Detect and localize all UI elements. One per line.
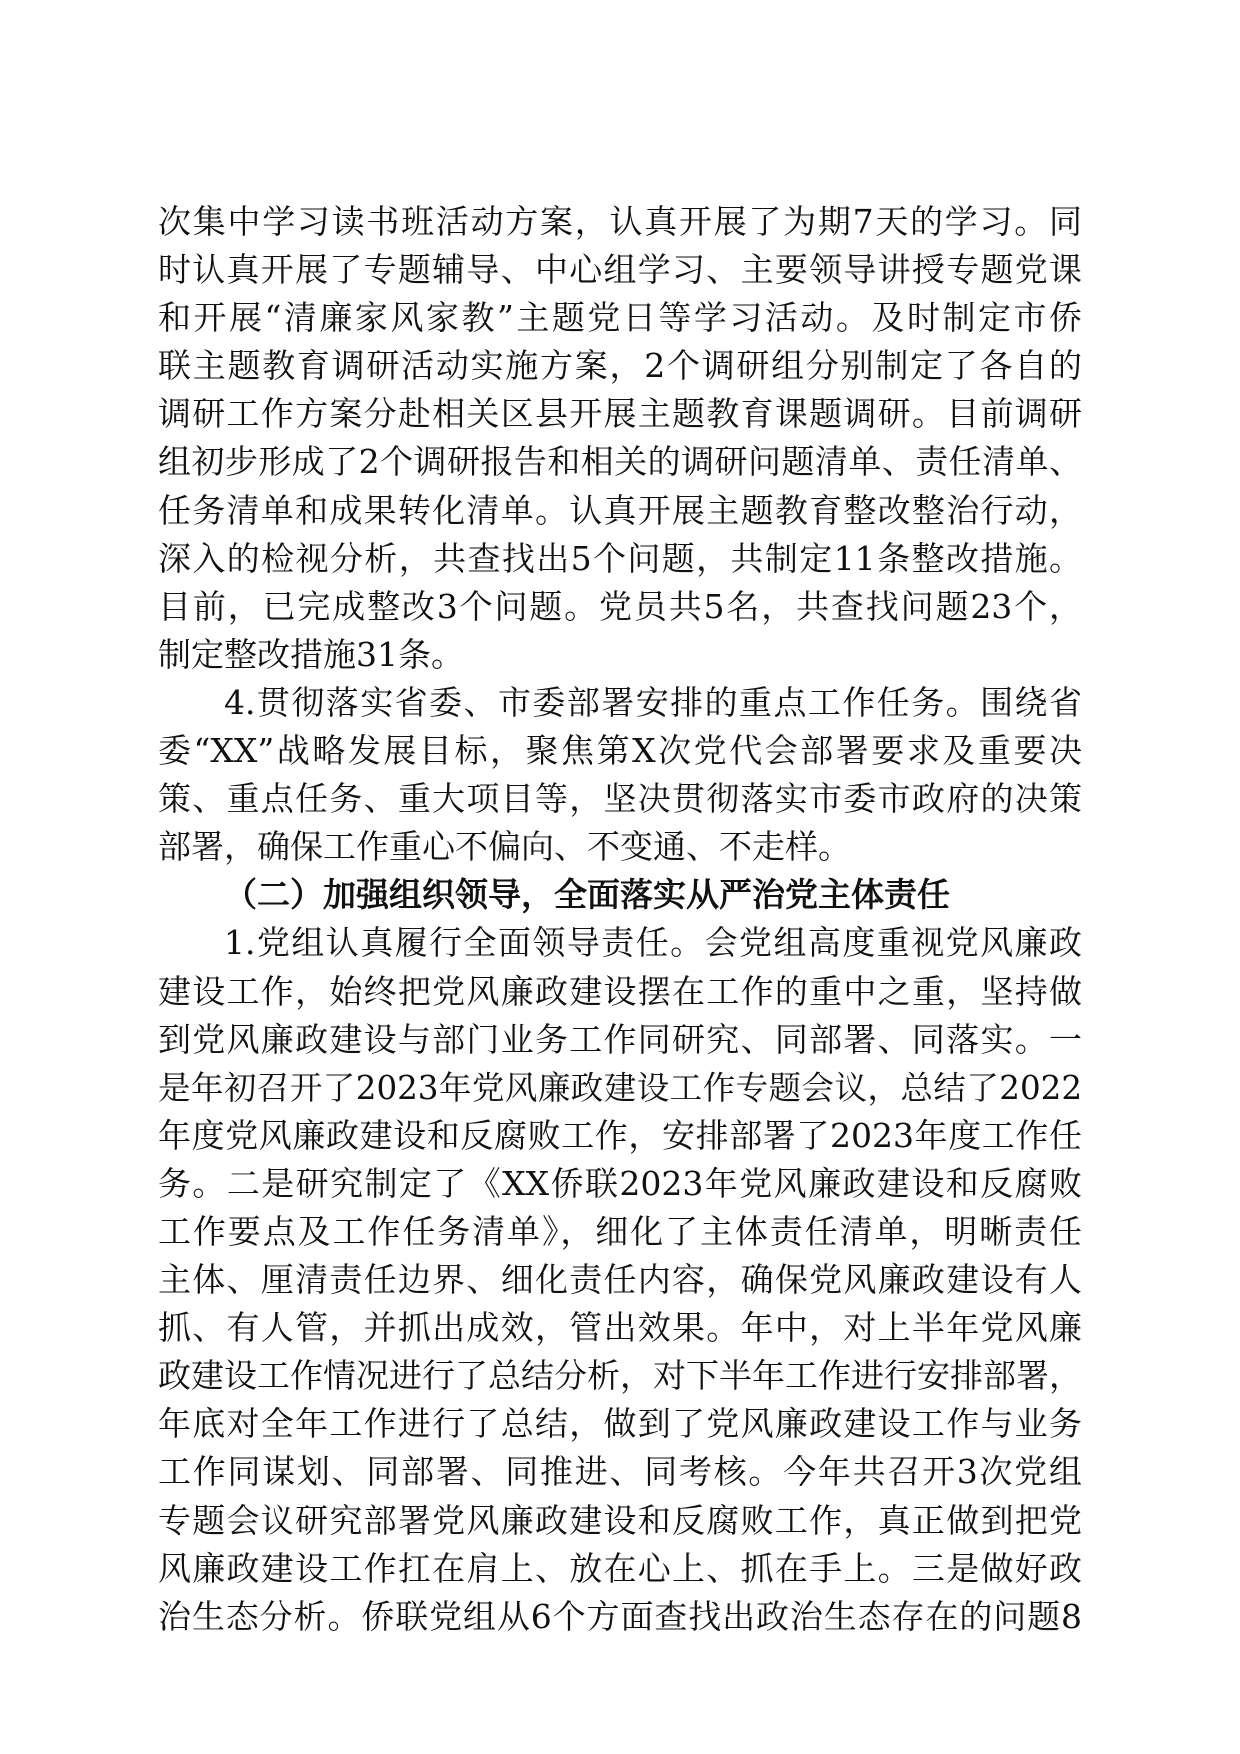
text-line: 务。二是研究制定了《XX侨联2023年党风廉政建设和反腐败 (158, 1163, 1082, 1203)
section-heading-text: （二）加强组织领导，全面落实从严治党主体责任 (224, 875, 950, 915)
text-line: 组初步形成了2个调研报告和相关的调研问题清单、责任清单、 (158, 442, 1082, 482)
text-line: 1.党组认真履行全面领导责任。会党组高度重视党风廉政 (224, 923, 1082, 963)
text-line: 年度党风廉政建设和反腐败工作，安排部署了2023年度工作任 (158, 1115, 1082, 1155)
section-heading (158, 871, 1082, 919)
text-line: 次集中学习读书班活动方案，认真开展了为期7天的学习。同 (158, 202, 1082, 241)
text-line: 委“XX”战略发展目标，聚焦第X次党代会部署要求及重要决 (158, 731, 1082, 771)
text-line: 4.贯彻落实省委、市委部署安排的重点工作任务。围绕省 (224, 682, 1082, 722)
text-line: 抓、有人管，并抓出成效，管出效果。年中，对上半年党风廉 (158, 1308, 1082, 1348)
text-line: 年底对全年工作进行了总结，做到了党风廉政建设工作与业务 (158, 1404, 1082, 1444)
text-line: 联主题教育调研活动实施方案，2个调研组分别制定了各自的 (158, 346, 1082, 386)
text-line: 到党风廉政建设与部门业务工作同研究、同部署、同落实。一 (158, 1019, 1082, 1059)
text-line: 和开展“清廉家风家教”主题党日等学习活动。及时制定市侨 (158, 298, 1082, 338)
text-line: 风廉政建设工作扛在肩上、放在心上、抓在手上。三是做好政 (158, 1548, 1082, 1588)
paragraph-key-tasks (158, 679, 1082, 871)
text-line: 目前，已完成整改3个问题。党员共5名，共查找问题23个， (158, 586, 1082, 626)
text-line: 治生态分析。侨联党组从6个方面查找出政治生态存在的问题8 (158, 1596, 1082, 1636)
text-line: 建设工作，始终把党风廉政建设摆在工作的重中之重，坚持做 (158, 971, 1082, 1011)
text-line: 深入的检视分析，共查找出5个问题，共制定11条整改措施。 (158, 538, 1082, 578)
text-line: 调研工作方案分赴相关区县开展主题教育课题调研。目前调研 (158, 394, 1082, 434)
text-line: 工作同谋划、同部署、同推进、同考核。今年共召开3次党组 (158, 1452, 1082, 1492)
text-line: 制定整改措施31条。 (158, 634, 464, 674)
text-line: 主体、厘清责任边界、细化责任内容，确保党风廉政建设有人 (158, 1260, 1082, 1300)
text-line: 策、重点任务、重大项目等，坚决贯彻落实市委市政府的决策 (158, 779, 1082, 819)
paragraph-study-activities (158, 198, 1082, 679)
text-line: 是年初召开了2023年党风廉政建设工作专题会议，总结了2022 (158, 1068, 1082, 1107)
text-line: 政建设工作情况进行了总结分析，对下半年工作进行安排部署， (158, 1356, 1082, 1396)
text-line: 任务清单和成果转化清单。认真开展主题教育整改整治行动， (158, 490, 1082, 530)
text-line: 工作要点及工作任务清单》，细化了主体责任清单，明晰责任 (158, 1211, 1082, 1251)
text-line: 部署，确保工作重心不偏向、不变通、不走样。 (158, 827, 851, 867)
document-body (158, 198, 1082, 1641)
paragraph-party-leadership (158, 919, 1082, 1640)
text-line: 专题会议研究部署党风廉政建设和反腐败工作，真正做到把党 (158, 1500, 1082, 1540)
text-line: 时认真开展了专题辅导、中心组学习、主要领导讲授专题党课 (158, 250, 1082, 290)
